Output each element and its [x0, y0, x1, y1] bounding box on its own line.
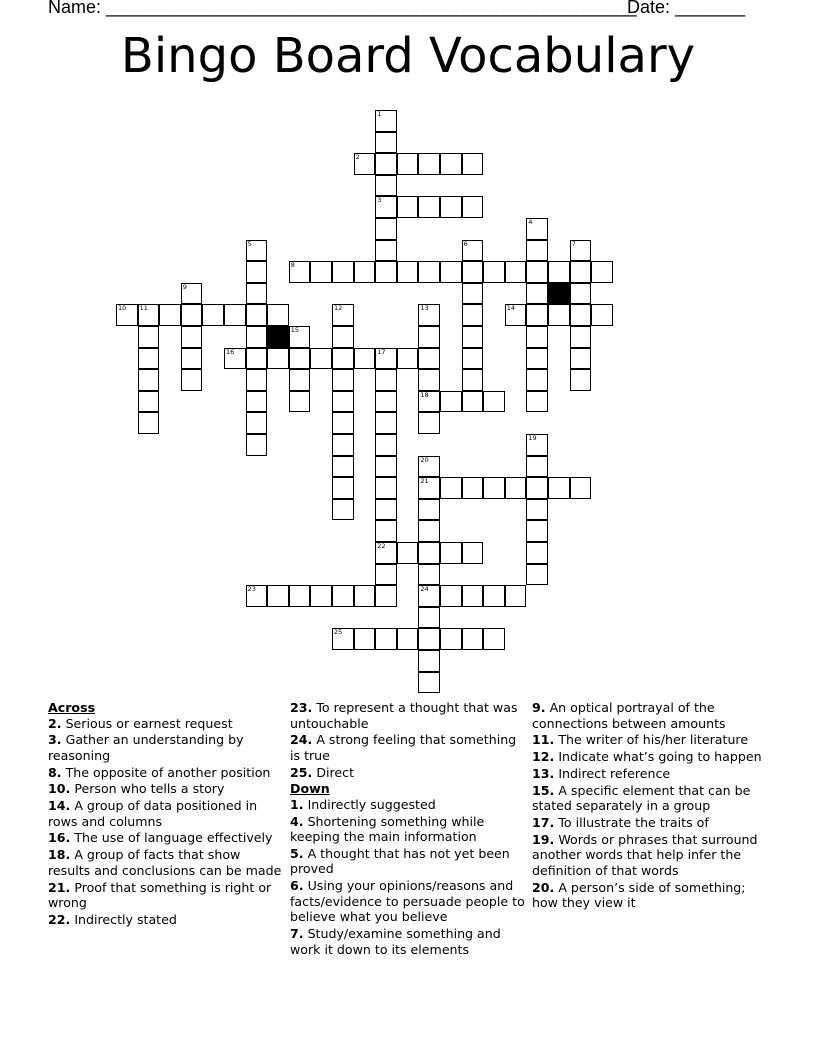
crossword-cell[interactable] — [526, 520, 548, 542]
crossword-cell[interactable] — [440, 391, 462, 413]
clue-text: A specific element that can be stated separately in a group — [532, 782, 751, 814]
across-clue — [48, 765, 284, 781]
clue-number: 6. — [290, 878, 304, 894]
clue-number: 24. — [290, 732, 313, 748]
clue-number: 17. — [532, 814, 555, 830]
crossword-cell[interactable] — [246, 304, 268, 326]
crossword-cell[interactable] — [548, 304, 570, 326]
clue-number: 8 — [290, 261, 295, 270]
crossword-cell[interactable] — [375, 369, 397, 391]
crossword-cell[interactable] — [375, 542, 397, 564]
clue-number: 16 — [226, 347, 235, 356]
clue-number: 9. — [532, 700, 546, 715]
crossword-cell[interactable] — [246, 412, 268, 434]
clue-text: A group of data positioned in rows and columns — [48, 798, 258, 829]
clue-text: Serious or earnest request — [61, 715, 233, 731]
clue-number: 24 — [420, 585, 429, 594]
clue-text: A person’s side of something; how they view it — [532, 879, 746, 911]
clue-number: 2 — [355, 153, 360, 162]
clue-number: 17 — [377, 347, 386, 356]
crossword-cell[interactable] — [289, 261, 311, 283]
crossword-cell[interactable] — [246, 261, 268, 283]
clue-number: 15 — [290, 326, 300, 334]
down-clues-part-1 — [290, 797, 526, 957]
crossword-cell[interactable] — [375, 153, 397, 175]
crossword-cell[interactable] — [570, 369, 592, 391]
crossword-cell[interactable] — [570, 240, 592, 262]
crossword-cell[interactable] — [526, 326, 548, 348]
clue-number: 18 — [420, 390, 429, 399]
crossword-cell[interactable] — [526, 218, 548, 240]
crossword-cell[interactable] — [246, 348, 268, 370]
clue-text: Gather an understanding by reasoning — [48, 732, 244, 763]
clue-number: 21. — [48, 879, 71, 895]
crossword-cell[interactable] — [462, 153, 484, 175]
crossword-cell[interactable] — [375, 456, 397, 478]
crossword-cell[interactable] — [246, 369, 268, 391]
crossword-cell[interactable] — [418, 585, 440, 607]
crossword-cell[interactable] — [267, 348, 289, 370]
crossword-cell[interactable] — [462, 283, 484, 305]
across-heading: Across — [48, 700, 96, 715]
crossword-cell[interactable] — [375, 477, 397, 499]
crossword-cell[interactable] — [138, 304, 160, 326]
clue-number: 13 — [420, 304, 429, 313]
across-clue — [290, 732, 526, 763]
crossword-cell[interactable] — [332, 261, 354, 283]
down-clue — [532, 832, 768, 879]
clue-text: A strong feeling that something is true — [290, 732, 517, 763]
clue-number: 25. — [290, 764, 313, 780]
crossword-cell[interactable] — [418, 499, 440, 521]
clue-text: Shortening something while keeping the main information — [290, 813, 485, 845]
crossword-cell[interactable] — [483, 477, 505, 499]
clues-column-1 — [48, 700, 284, 929]
crossword-cell[interactable] — [332, 326, 354, 348]
clue-text: Using your opinions/reasons and facts/evidence to persuade people to believe what you believe — [290, 878, 525, 925]
crossword-cell[interactable] — [483, 585, 505, 607]
crossword-cell[interactable] — [418, 628, 440, 650]
crossword-cell[interactable] — [418, 477, 440, 499]
down-clue — [532, 732, 768, 748]
crossword-cell[interactable] — [526, 542, 548, 564]
crossword-cell[interactable] — [181, 326, 203, 348]
crossword-cell[interactable] — [138, 369, 160, 391]
clue-text: The use of language effectively — [70, 830, 273, 846]
clue-number: 7. — [290, 926, 304, 942]
crossword-cell[interactable] — [397, 261, 419, 283]
crossword-cell[interactable] — [289, 348, 311, 370]
crossword-cell[interactable] — [418, 348, 440, 370]
crossword-cell[interactable] — [289, 369, 311, 391]
crossword-cell[interactable] — [526, 348, 548, 370]
clue-number: 15. — [532, 782, 555, 798]
clue-number: 8. — [48, 764, 62, 780]
crossword-cell[interactable] — [462, 585, 484, 607]
crossword-cell[interactable] — [505, 585, 527, 607]
crossword-cell[interactable] — [526, 304, 548, 326]
crossword-cell[interactable] — [418, 520, 440, 542]
crossword-cell[interactable] — [526, 283, 548, 305]
clue-number: 16. — [48, 830, 71, 846]
down-clue — [532, 880, 768, 911]
down-clues-part-2 — [532, 700, 768, 911]
clue-number: 19 — [528, 434, 537, 442]
clue-text: To represent a thought that was untouchable — [290, 700, 518, 731]
crossword-cell[interactable] — [526, 499, 548, 521]
crossword-cell[interactable] — [246, 240, 268, 262]
black-square — [548, 283, 570, 305]
crossword-cell[interactable] — [526, 477, 548, 499]
crossword-cell[interactable] — [570, 261, 592, 283]
clue-number: 5 — [247, 239, 252, 248]
crossword-cell[interactable] — [181, 304, 203, 326]
crossword-cell[interactable] — [462, 261, 484, 283]
crossword-cell[interactable] — [289, 391, 311, 413]
down-clue — [532, 749, 768, 765]
down-clue — [532, 783, 768, 814]
crossword-cell[interactable] — [354, 585, 376, 607]
across-clue — [48, 716, 284, 732]
clue-number: 5. — [290, 845, 304, 861]
crossword-cell[interactable] — [462, 240, 484, 262]
crossword-cell[interactable] — [181, 348, 203, 370]
crossword-cell[interactable] — [332, 304, 354, 326]
across-clue — [48, 847, 284, 878]
date-blank[interactable]: _______ — [675, 0, 746, 17]
crossword-cell[interactable] — [310, 261, 332, 283]
crossword-cell[interactable] — [375, 434, 397, 456]
crossword-cell[interactable] — [267, 304, 289, 326]
clue-number: 14. — [48, 798, 71, 814]
crossword-cell[interactable] — [332, 348, 354, 370]
crossword-cell[interactable] — [375, 520, 397, 542]
crossword-cell[interactable] — [224, 348, 246, 370]
crossword-cell[interactable] — [526, 261, 548, 283]
clue-number: 23. — [290, 700, 313, 715]
crossword-cell[interactable] — [440, 261, 462, 283]
crossword-cell[interactable] — [440, 196, 462, 218]
down-clue — [290, 814, 526, 845]
clue-number: 3 — [377, 196, 382, 205]
crossword-cell[interactable] — [418, 607, 440, 629]
clue-text: A thought that has not yet been proved — [290, 845, 510, 877]
crossword-cell[interactable] — [418, 196, 440, 218]
page-title: Bingo Board Vocabulary — [120, 28, 696, 84]
crossword-cell[interactable] — [224, 304, 246, 326]
crossword-cell[interactable] — [462, 391, 484, 413]
crossword-cell[interactable] — [116, 304, 138, 326]
crossword-cell[interactable] — [354, 348, 376, 370]
crossword-cell[interactable] — [570, 283, 592, 305]
clue-number: 10. — [48, 781, 71, 797]
crossword-cell[interactable] — [375, 412, 397, 434]
clue-text: Indirect reference — [554, 765, 671, 781]
crossword-cell[interactable] — [138, 348, 160, 370]
clue-number: 25 — [334, 628, 343, 637]
crossword-cell[interactable] — [289, 326, 311, 348]
name-label: Name: — [48, 0, 102, 17]
crossword-cell[interactable] — [375, 175, 397, 197]
across-clue — [290, 700, 526, 731]
crossword-cell[interactable] — [310, 585, 332, 607]
clue-number: 18. — [48, 847, 71, 863]
crossword-cell[interactable] — [332, 477, 354, 499]
crossword-cell[interactable] — [181, 369, 203, 391]
crossword-cell[interactable] — [526, 369, 548, 391]
crossword-cell[interactable] — [418, 650, 440, 672]
clue-number: 11. — [532, 732, 555, 748]
clue-text: To illustrate the traits of — [554, 814, 709, 830]
crossword-cell[interactable] — [418, 542, 440, 564]
crossword-cell[interactable] — [462, 477, 484, 499]
down-clue — [290, 878, 526, 925]
down-clue — [290, 926, 526, 957]
down-clue — [290, 797, 526, 813]
clue-number: 2. — [48, 715, 62, 731]
across-clues-part-2 — [290, 700, 526, 780]
crossword-cell[interactable] — [548, 261, 570, 283]
crossword-cell[interactable] — [354, 261, 376, 283]
clue-text: Indirectly stated — [70, 911, 177, 927]
crossword-cell[interactable] — [418, 672, 440, 694]
crossword-cell[interactable] — [526, 564, 548, 586]
crossword-cell[interactable] — [526, 434, 548, 456]
down-clue — [532, 815, 768, 831]
date-label: Date: — [627, 0, 671, 17]
crossword-cell[interactable] — [246, 585, 268, 607]
across-clue — [48, 798, 284, 829]
crossword-cell[interactable] — [375, 110, 397, 132]
crossword-cell[interactable] — [332, 585, 354, 607]
clue-number: 1. — [290, 796, 304, 812]
down-clue — [290, 846, 526, 877]
crossword-cell[interactable] — [181, 283, 203, 305]
crossword-cell[interactable] — [418, 412, 440, 434]
clue-number: 4 — [528, 218, 533, 226]
crossword-cell[interactable] — [570, 477, 592, 499]
black-square — [267, 326, 289, 348]
clue-number: 23 — [247, 585, 256, 594]
crossword-cell[interactable] — [570, 348, 592, 370]
crossword-cell[interactable] — [375, 218, 397, 240]
clue-text: A group of facts that show results and conclusions can be made — [48, 847, 282, 878]
across-clue — [48, 880, 284, 911]
clue-text: Proof that something is right or wrong — [48, 879, 272, 911]
crossword-cell[interactable] — [397, 153, 419, 175]
crossword-cell[interactable] — [440, 153, 462, 175]
clue-text: The opposite of another position — [61, 764, 271, 780]
crossword-cell[interactable] — [570, 326, 592, 348]
clue-number: 11 — [139, 304, 148, 313]
across-clue — [48, 830, 284, 846]
crossword-cell[interactable] — [462, 369, 484, 391]
crossword-cell[interactable] — [332, 434, 354, 456]
crossword-cell[interactable] — [505, 304, 527, 326]
crossword-cell[interactable] — [246, 283, 268, 305]
name-blank[interactable]: _____________________________________________________ — [106, 0, 637, 17]
crossword-cell[interactable] — [332, 628, 354, 650]
crossword-cell[interactable] — [159, 304, 181, 326]
clue-number: 13. — [532, 765, 555, 781]
crossword-cell[interactable] — [505, 477, 527, 499]
clue-number: 22. — [48, 911, 71, 927]
clue-text: Direct — [312, 764, 355, 780]
crossword-cell[interactable] — [246, 326, 268, 348]
across-clue — [290, 765, 526, 781]
crossword-cell[interactable] — [570, 304, 592, 326]
crossword-cell[interactable] — [397, 628, 419, 650]
crossword-cell[interactable] — [246, 434, 268, 456]
crossword-cell[interactable] — [418, 304, 440, 326]
across-clue — [48, 912, 284, 928]
crossword-cell[interactable] — [375, 585, 397, 607]
crossword-cell[interactable] — [354, 153, 376, 175]
clue-number: 4. — [290, 813, 304, 829]
crossword-cell[interactable] — [440, 542, 462, 564]
crossword-cell[interactable] — [483, 261, 505, 283]
crossword-cell[interactable] — [375, 240, 397, 262]
crossword-cell[interactable] — [462, 304, 484, 326]
crossword-cell[interactable] — [440, 477, 462, 499]
clue-text: The writer of his/her literature — [554, 732, 749, 748]
clue-text: Study/examine something and work it down to its elements — [290, 926, 501, 957]
crossword-cell[interactable] — [375, 499, 397, 521]
crossword-cell[interactable] — [332, 456, 354, 478]
crossword-cell[interactable] — [418, 153, 440, 175]
crossword-cell[interactable] — [418, 564, 440, 586]
clue-number: 20 — [420, 455, 429, 464]
crossword-cell[interactable] — [418, 456, 440, 478]
crossword-cell[interactable] — [462, 326, 484, 348]
crossword-cell[interactable] — [375, 132, 397, 154]
clue-text: Indirectly suggested — [303, 796, 436, 812]
crossword-cell[interactable] — [397, 196, 419, 218]
crossword-cell[interactable] — [418, 391, 440, 413]
crossword-cell[interactable] — [418, 326, 440, 348]
crossword-cell[interactable] — [418, 369, 440, 391]
down-clue — [532, 766, 768, 782]
crossword-cell[interactable] — [332, 391, 354, 413]
clue-number: 6 — [463, 239, 468, 248]
crossword-cell[interactable] — [440, 628, 462, 650]
crossword-cell[interactable] — [138, 326, 160, 348]
clue-text: Indicate what’s going to happen — [554, 749, 762, 765]
crossword-cell[interactable] — [548, 477, 570, 499]
clue-number: 20. — [532, 879, 555, 895]
clue-number: 12. — [532, 749, 555, 765]
crossword-cell[interactable] — [267, 585, 289, 607]
crossword-cell[interactable] — [462, 348, 484, 370]
crossword-cell[interactable] — [462, 628, 484, 650]
crossword-cell[interactable] — [397, 542, 419, 564]
across-clue — [48, 781, 284, 797]
across-clues-part-1 — [48, 716, 284, 928]
crossword-cell[interactable] — [375, 628, 397, 650]
crossword-cell[interactable] — [202, 304, 224, 326]
crossword-cell[interactable] — [526, 456, 548, 478]
crossword-cell[interactable] — [354, 628, 376, 650]
crossword-cell[interactable] — [375, 196, 397, 218]
clues-column-3 — [532, 700, 768, 912]
across-clue — [48, 732, 284, 763]
crossword-cell[interactable] — [138, 391, 160, 413]
crossword-cell[interactable] — [332, 499, 354, 521]
crossword-cell[interactable] — [505, 261, 527, 283]
crossword-cell[interactable] — [483, 628, 505, 650]
crossword-cell[interactable] — [332, 412, 354, 434]
clue-number: 12 — [334, 304, 343, 313]
clue-number: 9 — [182, 282, 187, 291]
down-clue — [532, 700, 768, 731]
crossword-cell[interactable] — [526, 391, 548, 413]
clue-text: Words or phrases that surround another words that help infer the definition of that words — [532, 831, 758, 878]
crossword-cell[interactable] — [462, 542, 484, 564]
crossword-cell[interactable] — [289, 585, 311, 607]
crossword-cell[interactable] — [591, 304, 613, 326]
crossword-cell[interactable] — [440, 585, 462, 607]
crossword-cell[interactable] — [375, 391, 397, 413]
crossword-cell[interactable] — [375, 348, 397, 370]
clue-number: 14 — [506, 304, 516, 313]
crossword-cell[interactable] — [526, 240, 548, 262]
crossword-cell[interactable] — [462, 196, 484, 218]
crossword-cell[interactable] — [418, 261, 440, 283]
crossword-cell[interactable] — [375, 261, 397, 283]
clue-number: 3. — [48, 732, 62, 748]
clue-number: 21 — [420, 477, 429, 486]
clue-number: 7 — [571, 239, 576, 248]
clues-column-2 — [290, 700, 526, 958]
clue-number: 1 — [377, 110, 382, 118]
crossword-cell[interactable] — [332, 369, 354, 391]
crossword-cell[interactable] — [138, 412, 160, 434]
clue-text: An optical portrayal of the connections between amounts — [532, 700, 726, 731]
clue-number: 19. — [532, 831, 555, 847]
crossword-cell[interactable] — [397, 348, 419, 370]
crossword-cell[interactable] — [591, 261, 613, 283]
down-heading: Down — [290, 781, 330, 797]
clue-number: 22 — [377, 542, 386, 550]
clue-number: 10 — [118, 304, 127, 313]
clue-text: Person who tells a story — [70, 781, 225, 797]
crossword-cell[interactable] — [246, 391, 268, 413]
crossword-cell[interactable] — [310, 348, 332, 370]
crossword-cell[interactable] — [483, 391, 505, 413]
crossword-cell[interactable] — [375, 564, 397, 586]
